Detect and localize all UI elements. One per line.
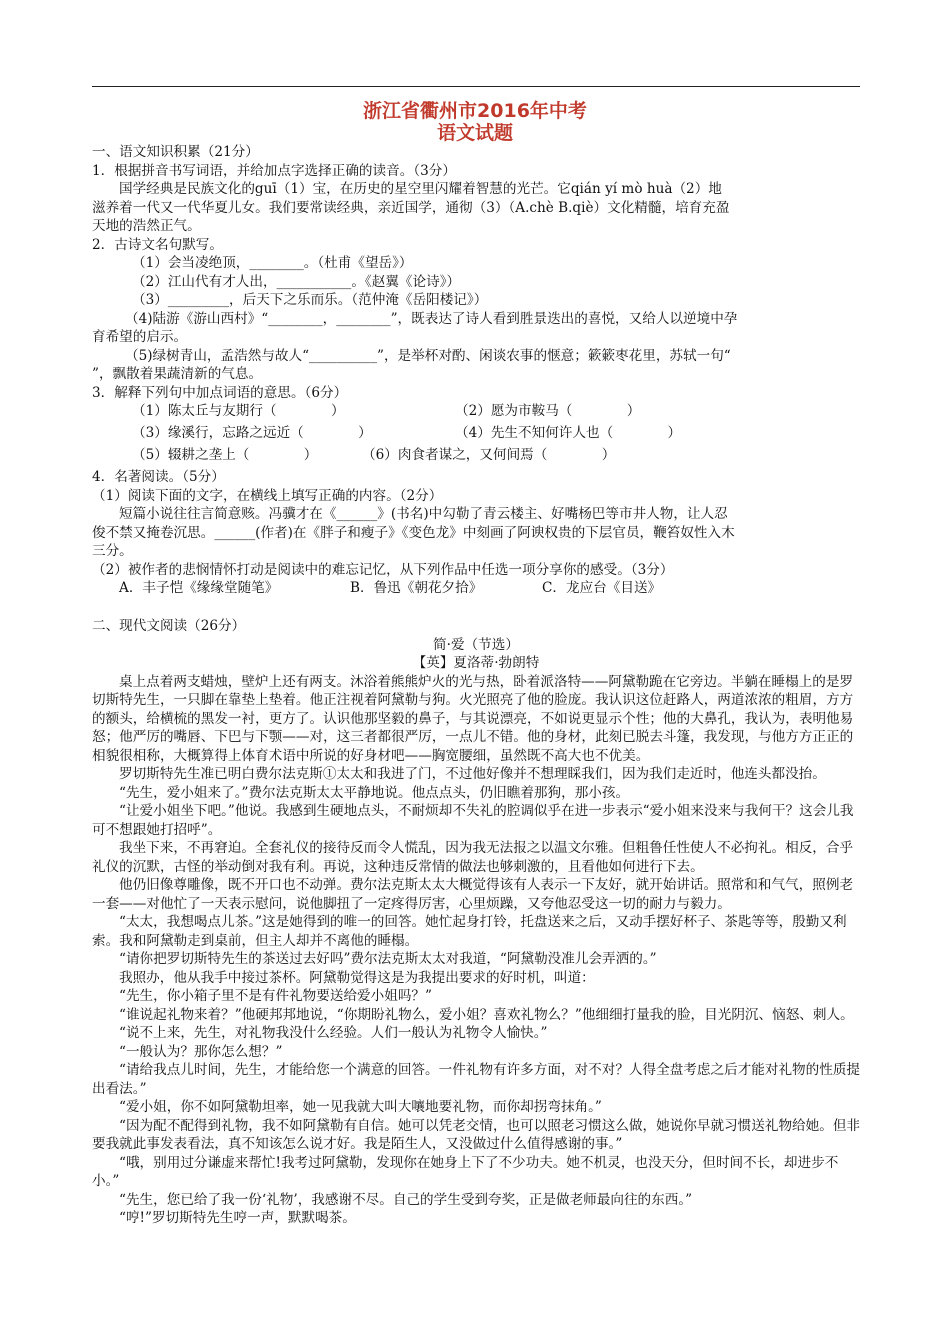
q3-row	[92, 446, 860, 468]
recite-item: （2）江山代有才人出，___________。《赵翼《论诗》）	[132, 273, 461, 290]
article-paragraph: 我坐下来，不再窘迫。全套礼仪的接待反而令人慌乱，因为我无法报之以温文尔雅。但粗鲁任性使人不必拘礼。相反，合乎礼仪的沉默，古怪的举动倒对我有利。再说，这种违反常情的做法也够刺激的，且看他如何进行下去。	[92, 840, 854, 875]
q3-item: （5）辍耕之垄上（ ）	[132, 447, 318, 463]
article-paragraph: “一般认为？那你怎么想？”	[119, 1043, 283, 1060]
q1-line: 国学经典是民族文化的guī（1）宝，在历史的星空里闪耀着智慧的光芒。它qián yí mò huà（2）地	[119, 181, 722, 197]
article-paragraph: “请你把罗切斯特先生的茶送过去好吗”费尔法克斯太太对我道，“阿黛勒没准儿会弄洒的。”	[119, 951, 657, 967]
q3-item: （1）陈太丘与友期行（ ）	[132, 403, 345, 419]
recite-item: ”，飘散着果蔬清新的气息。	[92, 366, 263, 382]
exam-content	[92, 143, 860, 1228]
question-prompt: 2．古诗文名句默写。	[92, 236, 223, 253]
article-paragraph: “让爱小姐坐下吧。”他说。我感到生硬地点头，不耐烦却不失礼的腔调似乎在进一步表示“爱小姐来没来与我何干？这会儿我可不想跟她打招呼”。	[92, 803, 854, 838]
article-paragraph: “先生，爱小姐来了。”费尔法克斯太太平静地说。他点点头，仍旧瞧着那狗，那小孩。	[119, 784, 630, 801]
article-paragraph: “哦，别用过分谦虚来帮忙!我考过阿黛勒，发现你在她身上下了不少功夫。她不机灵，也没天分，但时间不长，却进步不小。”	[92, 1154, 839, 1189]
article-paragraph: “先生，你小箱子里不是有件礼物要送给爱小姐吗？”	[119, 988, 432, 1004]
option-a: A．丰子恺《缘缘堂随笔》	[119, 580, 279, 596]
option-b: B．鲁迅《朝花夕拾》	[350, 580, 483, 596]
article-paragraph: “因为配不配得到礼物，我不如阿黛勒有自信。她可以凭老交情，也可以照老习惯这么做，她说你早就习惯送礼物给她。但非要我就此事发表看法，真不知该怎么说才好。我是陌生人，又没做过什么值得感谢的事。”	[92, 1117, 861, 1152]
q4-passage: 俊不禁又掩卷沉思。______(作者)在《胖子和瘦子》《变色龙》中刻画了阿谀权贵的下层官员，鞭笞奴性入木	[92, 524, 735, 541]
q3-item: （2）愿为市鞍马（ ）	[455, 403, 641, 419]
q4-options	[92, 579, 860, 599]
article-paragraph: “谁说起礼物来着？”他硬邦邦地说，“你期盼礼物么，爱小姐？喜欢礼物么？”他细细打量我的脸，目光阴沉、恼怒、刺人。	[119, 1006, 854, 1023]
question-prompt: 3．解释下列句中加点词语的意思。（6分）	[92, 384, 348, 401]
q3-row	[92, 424, 860, 446]
article-author: 【英】夏洛蒂·勃朗特	[412, 655, 540, 671]
section-heading: 一、语文知识积累（21分）	[92, 144, 259, 160]
article-paragraph: “说不上来，先生，对礼物我没什么经验。人们一般认为礼物令人愉快。”	[119, 1025, 548, 1041]
article-paragraph: 他仍旧像尊雕像，既不开口也不动弹。费尔法克斯太太大概觉得该有人表示一下友好，就开始讲话。照常和和气气，照例老一套——对他忙了一天表示慰问，说他脚扭了一定疼得厉害，心里烦躁，又夸他忍受这一切的耐力与毅力。	[92, 877, 854, 912]
q4-passage: 三分。	[92, 543, 133, 559]
article-paragraph: “先生，您已给了我一份‘礼物’，我感谢不尽。自己的学生受到夸奖，正是做老师最向往的东西。”	[119, 1191, 693, 1208]
recite-item: （1）会当凌绝顶，________。（杜甫《望岳》）	[132, 255, 413, 271]
recite-item: 育希望的启示。	[92, 329, 188, 345]
question-prompt: 4．名著阅读。（5分）	[92, 469, 225, 485]
q4-subprompt: （1）阅读下面的文字，在横线上填写正确的内容。（2分）	[92, 487, 443, 504]
section-heading: 二、现代文阅读（26分）	[92, 618, 246, 634]
article-paragraph: 桌上点着两支蜡烛，壁炉上还有两支。沐浴着熊熊炉火的光与热，卧着派洛特——阿黛勒跪在它旁边。半躺在睡榻上的是罗切斯特先生，一只脚在靠垫上垫着。他正注视着阿黛勒与狗。火光照亮了他的脸庞。我认识这位赶路人，两道浓浓的粗眉，方方的额头，给横梳的黑发一衬，更方了。认识他那坚毅的鼻子，与其说漂亮，不如说更显示个性；他的大鼻孔，我认为，表明他易怒；他严厉的嘴唇、下巴与下颚——对，这三者都很严厉，一点儿不错。他的身材，此刻已脱去斗篷，我发现，与他方方正正的相貌很相称，大概算得上体育术语中所说的好身材吧——胸宽腰细，虽然既不高大也不优美。	[92, 673, 854, 764]
q3-row	[92, 402, 860, 424]
option-c: C．龙应台《目送》	[542, 580, 662, 596]
recite-item: （4)陆游《游山西村》“________，________”，既表达了诗人看到胜景迭出的喜悦，又给人以逆境中孕	[125, 310, 738, 327]
q3-item: （4）先生不知何许人也（ ）	[455, 425, 682, 441]
article-title: 简·爱（节选）	[433, 636, 519, 653]
q1-line: 滋养着一代又一代华夏儿女。我们要常读经典，亲近国学，通彻（3）（A.chè B.qiè）文化精髓，培育充盈	[92, 199, 730, 216]
top-rule	[92, 86, 860, 87]
q4-subprompt: （2）被作者的悲悯情怀打动是阅读中的难忘记忆，从下列作品中任选一项分享你的感受。（3分）	[92, 561, 674, 578]
q4-passage: 短篇小说往往言简意赅。冯骥才在《______》(书名)中勾勒了青云楼主、好嘴杨巴等市井人物，让人忍	[119, 506, 728, 522]
q1-line: 天地的浩然正气。	[92, 218, 201, 234]
article-paragraph: 我照办，他从我手中接过茶杯。阿黛勒觉得这是为我提出要求的好时机，叫道：	[119, 969, 595, 986]
article-paragraph: “请给我点儿时间，先生，才能给您一个满意的回答。一件礼物有许多方面，对不对？人得全盘考虑之后才能对礼物的性质提出看法。”	[92, 1062, 861, 1097]
recite-item: （3）_________，后天下之乐而乐。（范仲淹《岳阳楼记》）	[132, 292, 488, 308]
q3-item: （3）缘溪行，忘路之远近（ ）	[132, 425, 372, 441]
q3-item: （6）肉食者谋之，又何间焉（ ）	[362, 447, 616, 463]
article-paragraph: “爱小姐，你不如阿黛勒坦率，她一见我就大叫大嚷地要礼物，而你却拐弯抹角。”	[119, 1099, 602, 1115]
article-paragraph: 罗切斯特先生准已明白费尔法克斯①太太和我进了门，不过他好像并不想理睬我们，因为我们走近时，他连头都没抬。	[119, 766, 826, 782]
recite-item: （5)绿树青山，孟浩然与故人“__________”，是举杯对酌、闲谈农事的惬意；簌簌枣花里，苏轼一句“	[125, 347, 731, 364]
question-prompt: 1．根据拼音书写词语，并给加点字选择正确的读音。（3分）	[92, 162, 456, 179]
exam-title: 浙江省衢州市2016年中考	[363, 100, 587, 122]
article-paragraph: “太太，我想喝点儿茶。”这是她得到的唯一的回答。她忙起身打铃，托盘送来之后，又动手摆好杯子、茶匙等等，殷勤又利索。我和阿黛勒走到桌前，但主人却并不离他的睡榻。	[92, 914, 847, 949]
exam-subtitle: 语文试题	[436, 122, 513, 144]
article-paragraph: “哼!”罗切斯特先生哼一声，默默喝茶。	[119, 1210, 356, 1226]
